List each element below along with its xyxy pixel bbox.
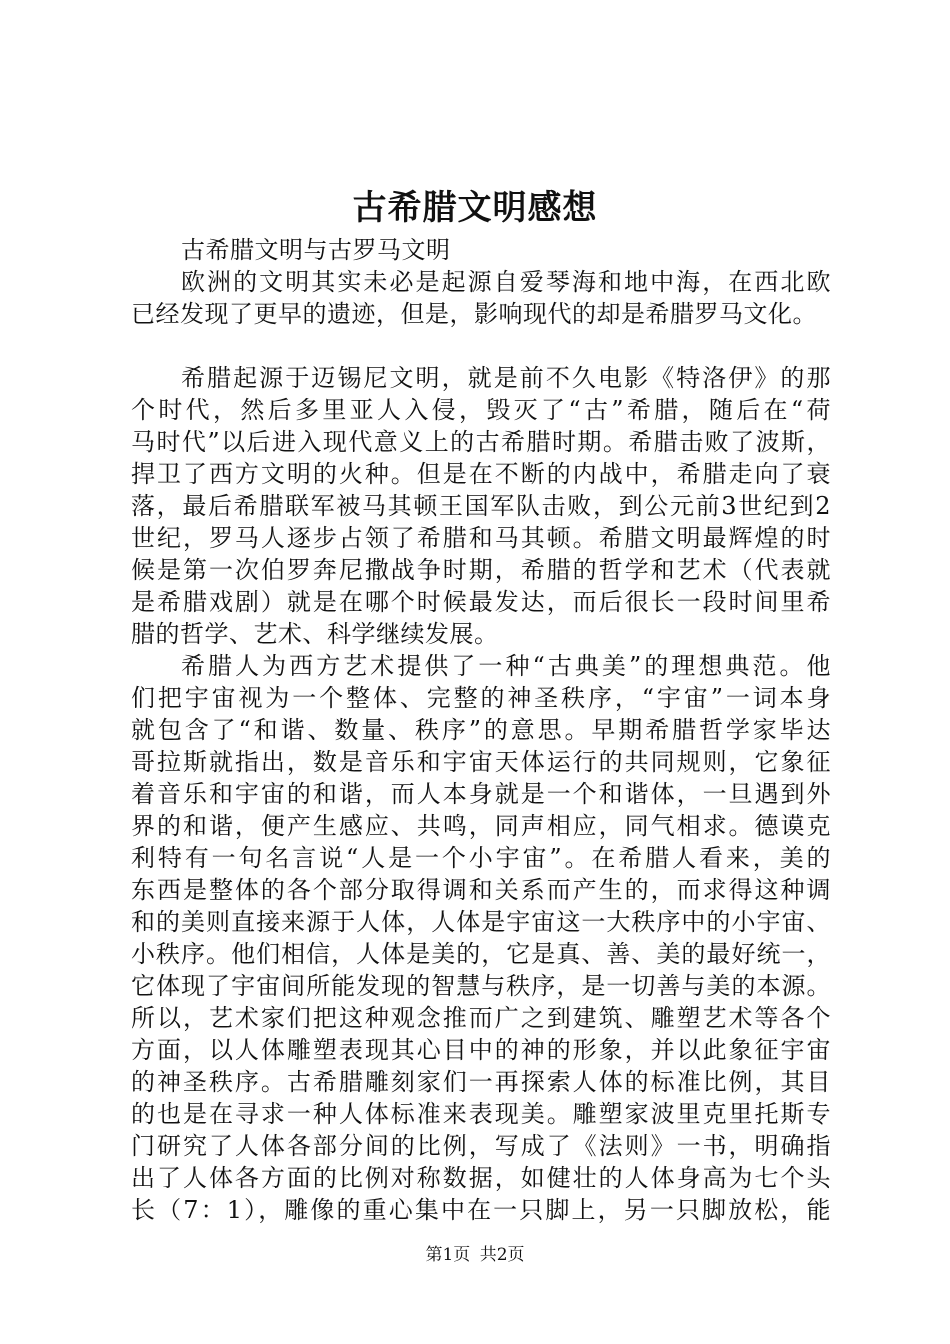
paragraph-line: 哥拉斯就指出，数是音乐和宇宙天体运行的共同规则，它象征 [131, 748, 831, 776]
paragraph-line: 界的和谐，便产生感应、共鸣，同声相应，同气相求。德谟克 [131, 812, 831, 840]
document-subtitle: 古希腊文明与古罗马文明 [181, 236, 451, 264]
paragraph-line: 们把宇宙视为一个整体、完整的神圣秩序，“宇宙”一词本身 [131, 684, 831, 712]
paragraph-line: 欧洲的文明其实未必是起源自爱琴海和地中海，在西北欧 [181, 268, 831, 296]
paragraph-line: 希腊起源于迈锡尼文明，就是前不久电影《特洛伊》的那 [181, 364, 831, 392]
paragraph-line: 东西是整体的各个部分取得调和关系而产生的，而求得这种调 [131, 876, 831, 904]
paragraph-3 [131, 650, 831, 1226]
paragraph-line: 长（7：1），雕像的重心集中在一只脚上，另一只脚放松，能 [131, 1196, 831, 1224]
paragraph-line: 利特有一句名言说“人是一个小宇宙”。在希腊人看来，美的 [131, 844, 831, 872]
paragraph-line: 着音乐和宇宙的和谐，而人本身就是一个和谐体，一旦遇到外 [131, 780, 831, 808]
paragraph-line: 的也是在寻求一种人体标准来表现美。雕塑家波里克里托斯专 [131, 1100, 831, 1128]
paragraph-line: 所以，艺术家们把这种观念推而广之到建筑、雕塑艺术等各个 [131, 1004, 831, 1032]
paragraph-line: 就包含了“和谐、数量、秩序”的意思。早期希腊哲学家毕达 [131, 716, 831, 744]
paragraph-line: 出了人体各方面的比例对称数据，如健壮的人体身高为七个头 [131, 1164, 831, 1192]
document-title: 古希腊文明感想 [352, 188, 598, 228]
paragraph-line: 世纪，罗马人逐步占领了希腊和马其顿。希腊文明最辉煌的时 [131, 524, 831, 552]
paragraph-line: 候是第一次伯罗奔尼撒战争时期，希腊的哲学和艺术（代表就 [131, 556, 831, 584]
paragraph-line: 马时代”以后进入现代意义上的古希腊时期。希腊击败了波斯， [131, 428, 831, 456]
paragraph-line: 和的美则直接来源于人体，人体是宇宙这一大秩序中的小宇宙、 [131, 908, 831, 936]
paragraph-line: 腊的哲学、艺术、科学继续发展。 [131, 620, 499, 648]
paragraph-line: 捍卫了西方文明的火种。但是在不断的内战中，希腊走向了衰 [131, 460, 831, 488]
paragraph-line: 个时代，然后多里亚人入侵，毁灭了“古”希腊，随后在“荷 [131, 396, 831, 424]
paragraph-line: 它体现了宇宙间所能发现的智慧与秩序，是一切善与美的本源。 [131, 972, 831, 1000]
paragraph-line: 的神圣秩序。古希腊雕刻家们一再探索人体的标准比例，其目 [131, 1068, 831, 1096]
paragraph-line: 方面，以人体雕塑表现其心目中的神的形象，并以此象征宇宙 [131, 1036, 831, 1064]
paragraph-line: 小秩序。他们相信，人体是美的，它是真、善、美的最好统一， [131, 940, 831, 968]
paragraph-line: 落，最后希腊联军被马其顿王国军队击败，到公元前3世纪到2 [131, 492, 831, 520]
page-number-current: 第1页 [425, 1245, 471, 1265]
page-footer [0, 1243, 950, 1267]
paragraph-line: 已经发现了更早的遗迹，但是，影响现代的却是希腊罗马文化。 [131, 300, 817, 328]
paragraph-spacer [131, 330, 831, 362]
paragraph-line: 门研究了人体各部分间的比例，写成了《法则》一书，明确指 [131, 1132, 831, 1160]
document-body [131, 234, 831, 1226]
paragraph-line: 是希腊戏剧）就是在哪个时候最发达，而后很长一段时间里希 [131, 588, 831, 616]
page-number-total: 共2页 [479, 1245, 525, 1265]
paragraph-1 [131, 266, 831, 330]
paragraph-line: 希腊人为西方艺术提供了一种“古典美”的理想典范。他 [181, 652, 831, 680]
paragraph-2 [131, 362, 831, 650]
